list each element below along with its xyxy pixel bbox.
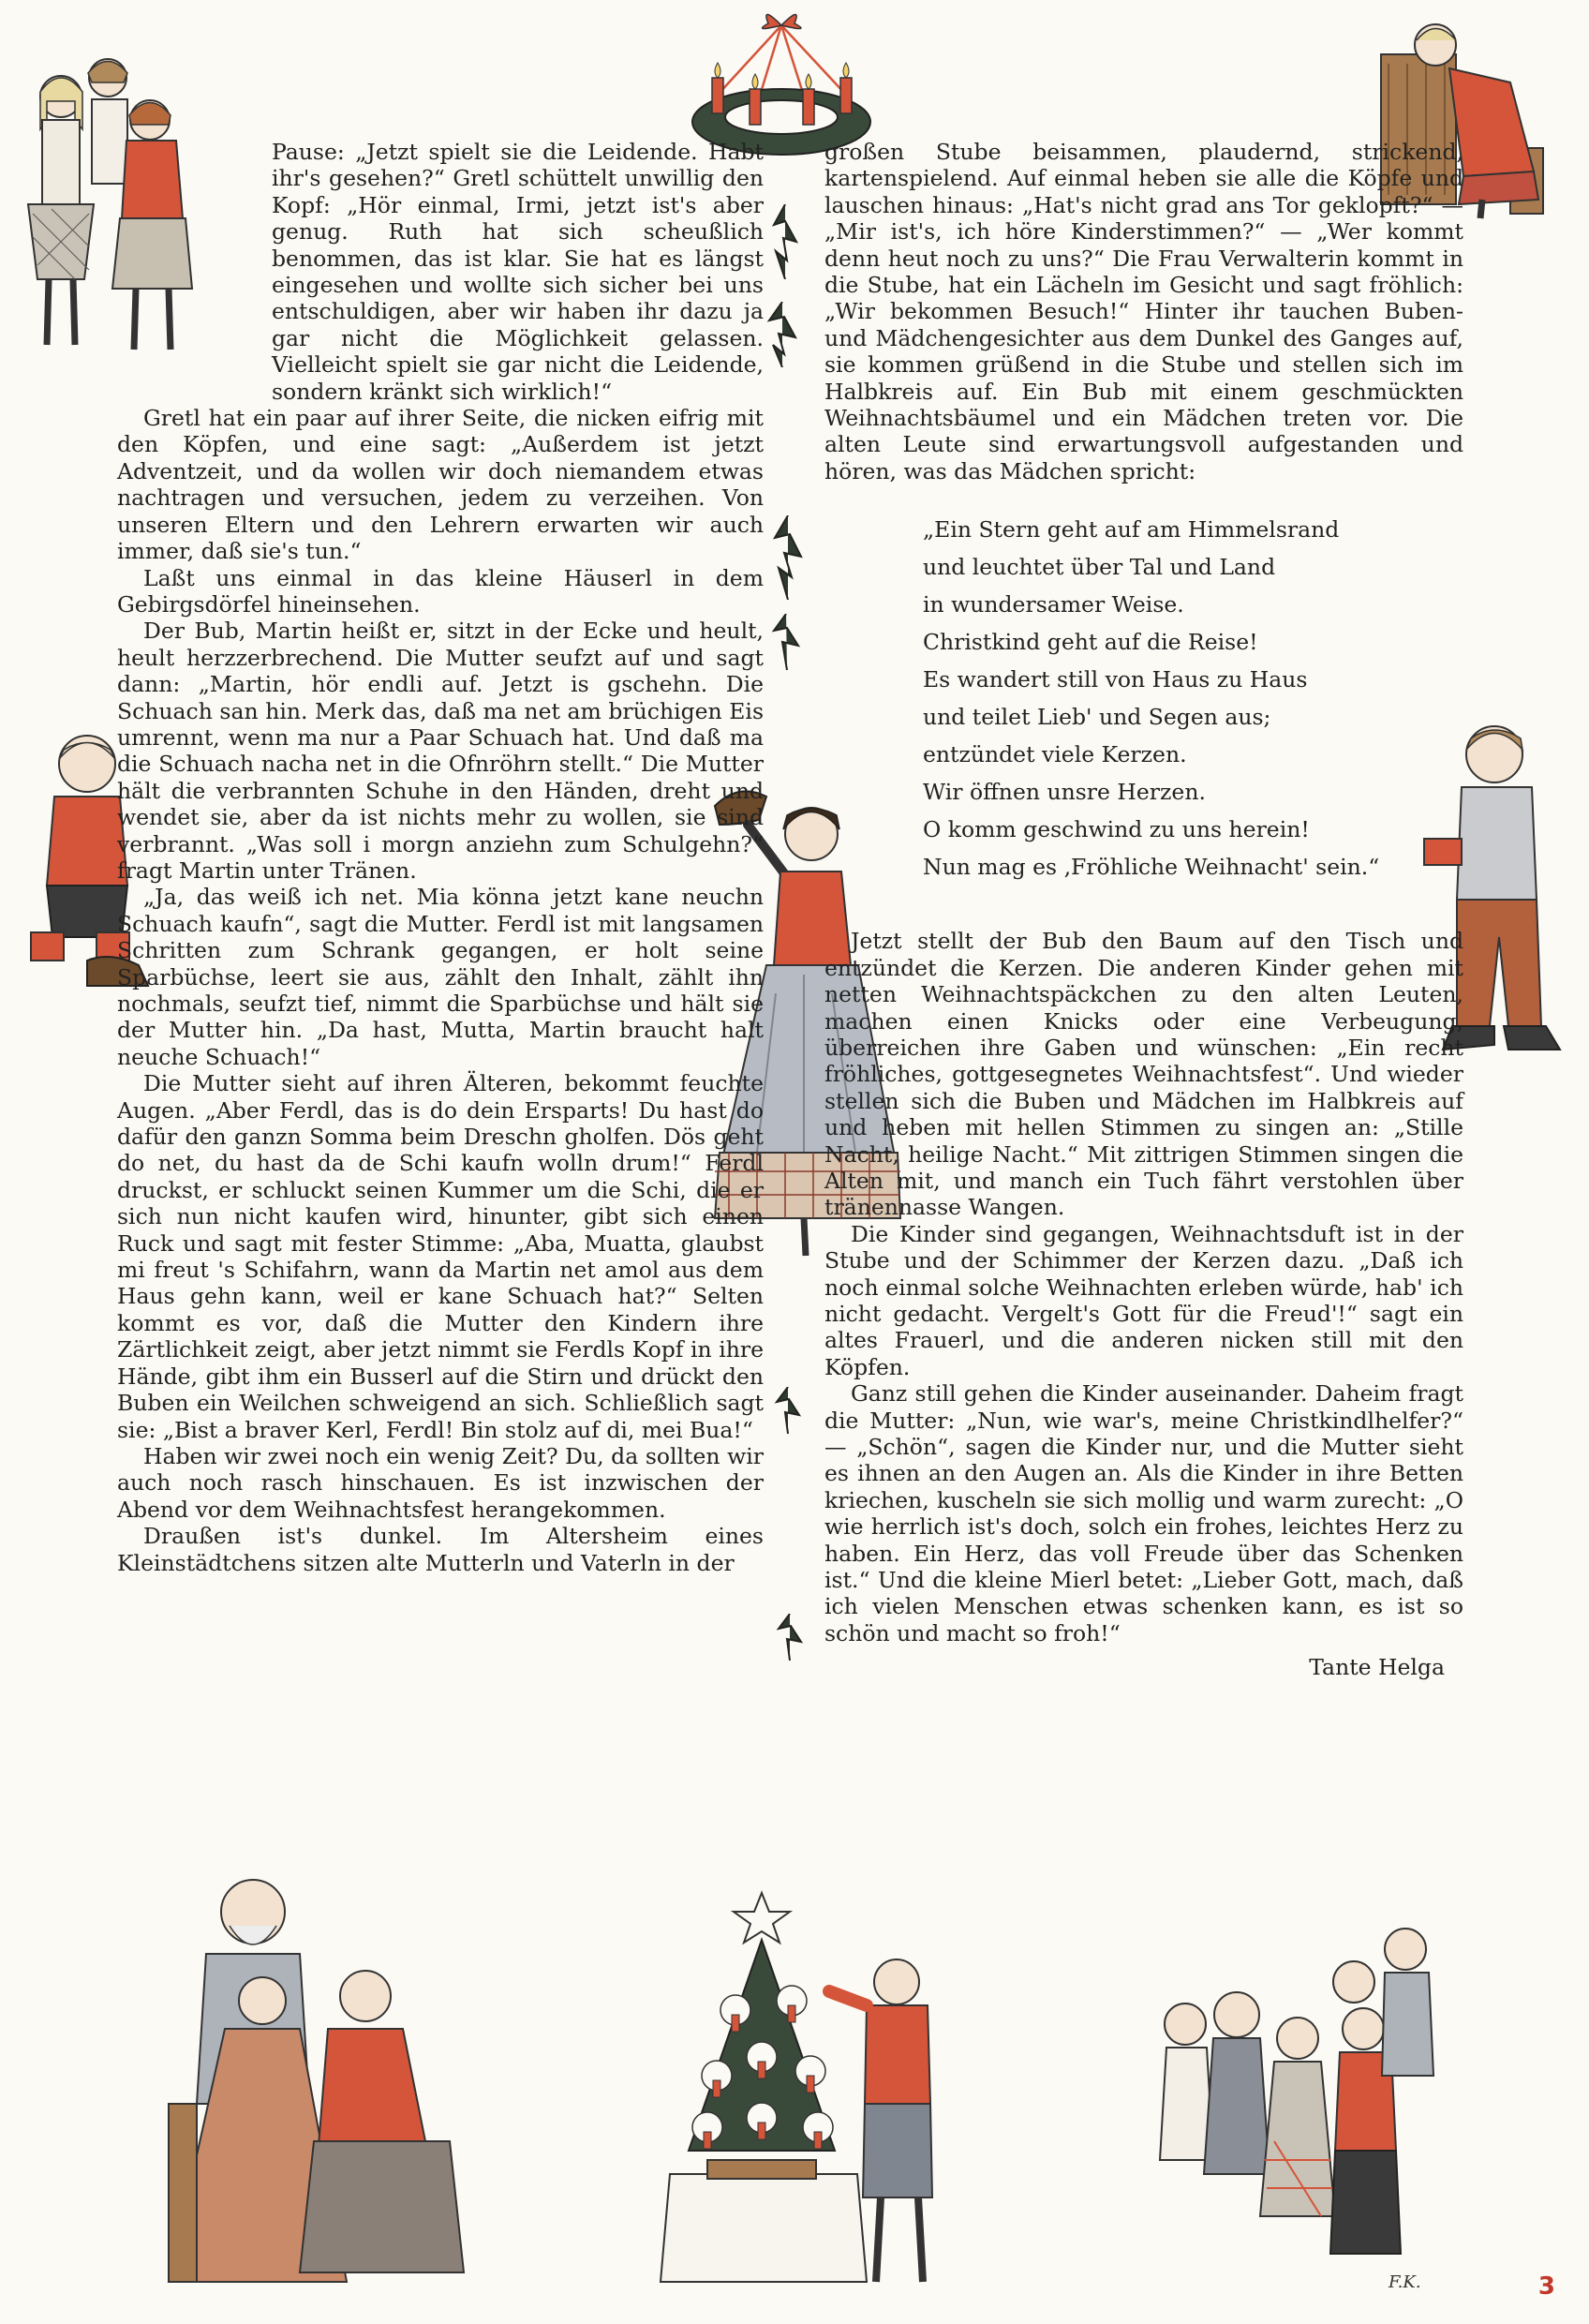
holly-sprig-icon	[771, 515, 805, 600]
paragraph: Gretl hat ein paar auf ihrer Seite, die nicken eifrig mit den Köpfen, und eine sagt: „Außerdem ist jetzt Adventzeit, und da wollen wir doch niemandem etwas nachtragen und versuchen, jedem zu verzeihen. Von unseren Eltern und den Lehrern erwarten wir auch immer, daß sie's tun.“	[117, 405, 764, 565]
poem-line: Es wandert still von Haus zu Haus	[923, 666, 1308, 693]
poem	[923, 511, 1463, 886]
star-icon	[734, 1893, 790, 1943]
poem-line: in wundersamer Weise.	[923, 591, 1184, 618]
holly-sprig-icon	[772, 1387, 804, 1434]
poem-line: und teilet Lieb' und Segen aus;	[923, 704, 1271, 731]
left-column	[117, 139, 764, 1576]
holly-sprig-icon	[774, 1614, 806, 1661]
poem-line: und leuchtet über Tal und Land	[923, 554, 1276, 581]
page-number: 3	[1537, 2272, 1555, 2301]
paragraph: Die Mutter sieht auf ihren Älteren, bekommt feuchte Augen. „Aber Ferdl, das is do dein Ersparts! Du hast do dafür den ganzn Somma beim Dreschn gholfen. Dös geht do net, du hast da de Schi kaufn wolln drum!“ Ferdl druckst, er schluckt seinen Kummer um die Schi, die er sich nun nicht kaufen wird, hinunter, gibt sich einen Ruck und sagt mit fester Stimme: „Aba, Muatta, glaubst mi freut 's Schifahrn, wann da Martin net amol aus dem Haus gehn kann, weil er kane Schuach hat?“ Selten kommt es vor, daß die Mutter den Kindern ihre Zärtlichkeit zeigt, aber jetzt nimmt sie Ferdls Kopf in ihre Hände, gibt ihm ein Busserl auf die Stirn und drückt den Buben ein Weilchen schweigend an sich. Schließlich sagt sie: „Bist a braver Kerl, Ferdl! Bin stolz auf di, mei Bua!“	[117, 1070, 764, 1443]
paragraph: Ganz still gehen die Kinder auseinander. Daheim fragt die Mutter: „Nun, wie war's, meine Christkindlhelfer?“ — „Schön“, sagen die Kinder nur, und die Mutter sieht es ihnen an den Augen an. Als die Kinder in ihre Betten kriechen, kuscheln sie sich mollig und warm zurecht: „O wie herrlich ist's doch, solch ein frohes, leichtes Herz zu haben. Ein Herz, das voll Freude über das Schenken ist.“ Und die kleine Mierl betet: „Lieber Gott, mach, daß ich vielen Menschen etwas schenken kann, es ist so schön und macht so froh!“	[824, 1380, 1463, 1646]
paragraph: Haben wir zwei noch ein wenig Zeit? Du, da sollten wir auch noch rasch hinschauen. Es ist inzwischen der Abend vor dem Weihnachtsfest herangekommen.	[117, 1442, 764, 1523]
holly-sprig-icon	[768, 614, 804, 670]
poem-line: O komm geschwind zu uns herein!	[923, 816, 1310, 843]
holly-sprig-icon	[766, 204, 804, 279]
poem-line: Christkind geht auf die Reise!	[923, 629, 1258, 656]
paragraph: Die Kinder sind gegangen, Weihnachtsduft ist in der Stube und der Schimmer der Kerzen dazu. „Daß ich noch einmal solche Weihnachten erleben würde, hab' ich nicht gedacht. Vergelt's Gott für die Freud'!“ sagt ein altes Frauerl, und die anderen nicken still mit den Köpfen.	[824, 1220, 1463, 1380]
paragraph: großen Stube beisammen, plaudernd, strickend, kartenspielend. Auf einmal heben sie alle die Köpfe und lauschen hinaus: „Hat's nicht grad ans Tor geklopft?“ — „Mir ist's, ich höre Kinderstimmen?“ — „Wer kommt denn heut noch zu uns?“ Die Frau Verwalterin kommt in die Stube, hat ein Lächeln im Gesicht und sagt fröhlich: „Wir bekommen Besuch!“ Hinter ihr tauchen Buben- und Mädchengesichter aus dem Dunkel des Ganges auf, sie kommen grüßend in die Stube und stellen sich im Halbkreis auf. Ein Bub mit einem geschmückten Weihnachtsbäumel und ein Mädchen treten vor. Die alten Leute sind erwartungsvoll aufgestanden und hören, was das Mädchen spricht:	[824, 139, 1463, 484]
paragraph: „Ja, das weiß ich net. Mia könna jetzt kane neuchn Schuach kaufn“, sagt die Mutter. Ferdl ist mit langsamen Schritten zum Schrank gegangen, er holt seine Sparbüchse, leert sie aus, zählt den Inhalt, zählt ihn nochmals, seufzt tief, nimmt die Sparbüchse und hält sie der Mutter hin. „Da hast, Mutta, Martin braucht halt neuche Schuach!“	[117, 884, 764, 1070]
illustration-children-group	[1134, 1916, 1452, 2301]
poem-line: Wir öffnen unsre Herzen.	[923, 779, 1206, 806]
right-column	[824, 139, 1463, 1681]
paragraph: Jetzt stellt der Bub den Baum auf den Tisch und entzündet die Kerzen. Die anderen Kinder gehen mit netten Weihnachtspäckchen zu den alten Leuten, machen einen Knicks oder eine Verbeugung, überreichen ihre Gaben und wünschen: „Ein recht fröhliches, gottgesegnetes Weihnachtsfest“. Und wieder stellen sich die Buben und Mädchen im Halbkreis auf und heben mit hellen Stimmen zu singen an: „Stille Nacht, heilige Nacht.“ Mit zittrigen Stimmen singen die Alten mit, und manch ein Tuch fährt verstohlen über tränennasse Wangen.	[824, 928, 1463, 1221]
poem-line: Nun mag es ‚Fröhliche Weihnacht' sein.“	[923, 854, 1380, 881]
artist-initials: F.K.	[1389, 2272, 1421, 2292]
paragraph: Der Bub, Martin heißt er, sitzt in der Ecke und heult, heult herzzerbrechend. Die Mutter seufzt auf und sagt dann: „Martin, hör endli auf. Jetzt is gschehn. Die Schuach san hin. Merk das, daß ma net am brüchigen Eis umrennt, wenn ma nur a Paar Schuach hat. Und daß ma die Schuach nacha net in die Ofnröhrn stellt.“ Die Mutter hält die verbrannten Schuhe in den Händen, dreht und wendet sie, aber da ist nichts mehr zu wollen, sie sind verbrannt. „Was soll i morgn anziehn zum Schulgehn?“ fragt Martin unter Tränen.	[117, 618, 764, 884]
paragraph: Pause: „Jetzt spielt sie die Leidende. Habt ihr's gesehen?“ Gretl schüttelt unwillig den Kopf: „Hör einmal, Irmi, jetzt ist's aber genug. Ruth hat sich scheußlich benommen, das ist klar. Sie hat es längst eingesehen und wollte sich sicher bei uns entschuldigen, aber wir haben ihr dazu ja gar nicht die Möglichkeit gelassen. Vielleicht spielt sie gar nicht die Leidende, sondern kränkt sich wirklich!“	[272, 139, 764, 405]
paragraph: Laßt uns einmal in das kleine Häuserl in dem Gebirgsdörfel hineinsehen.	[117, 564, 764, 618]
holly-sprig-icon	[764, 302, 801, 367]
illustration-christmas-tree-table	[651, 1888, 942, 2301]
poem-line: entzündet viele Kerzen.	[923, 741, 1187, 768]
author-signature: Tante Helga	[1309, 1654, 1445, 1681]
illustration-elderly-group	[150, 1860, 487, 2301]
paragraph: Draußen ist's dunkel. Im Altersheim eines Kleinstädtchens sitzen alte Mutterln und Vaterln in der	[117, 1523, 764, 1576]
poem-line: „Ein Stern geht auf am Himmelsrand	[923, 516, 1340, 544]
